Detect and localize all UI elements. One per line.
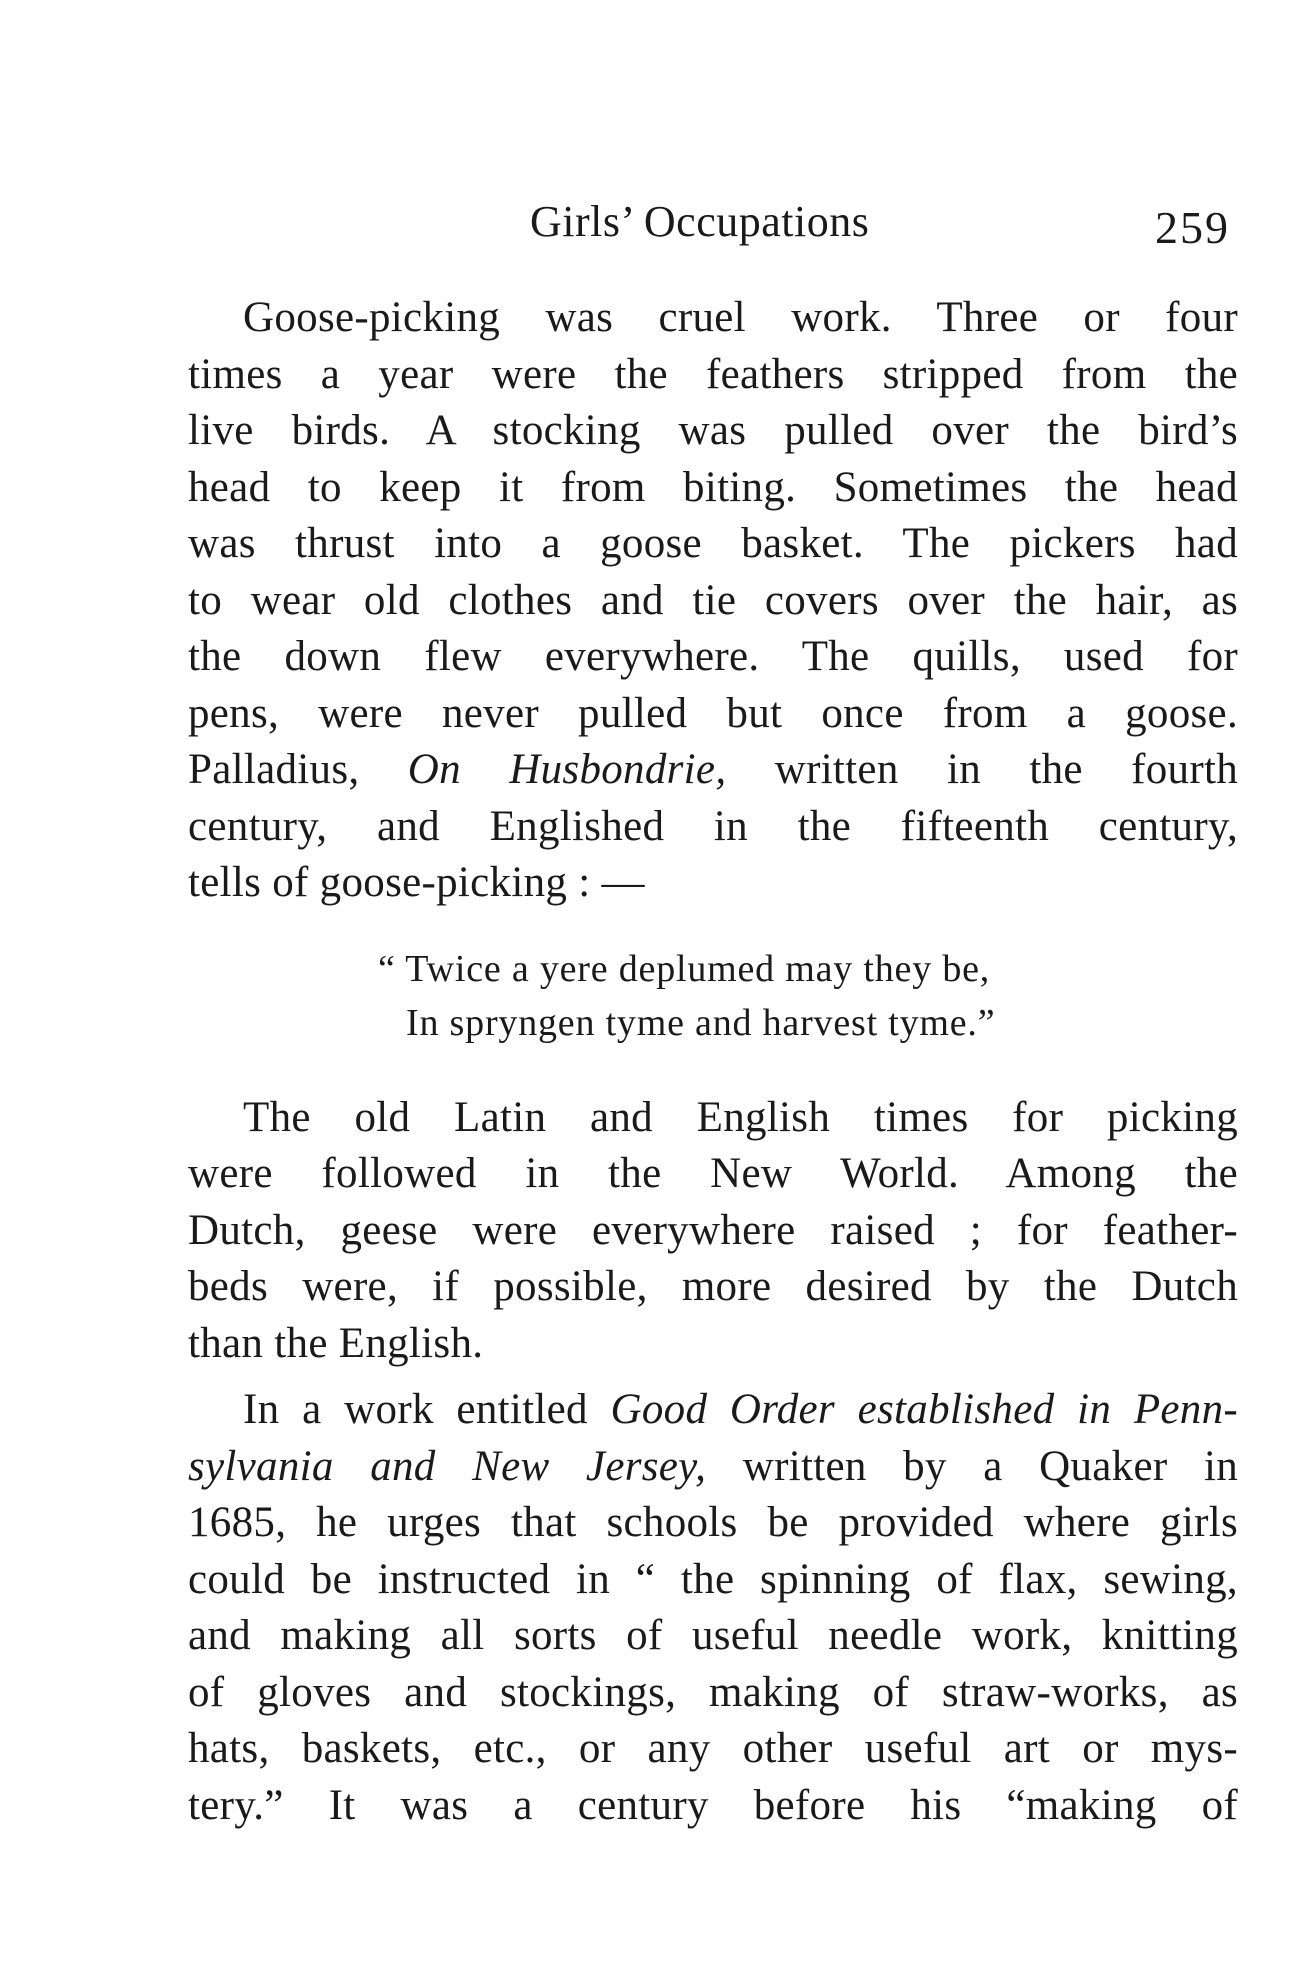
text-line: and making all sorts of useful needle work, knitting bbox=[188, 1612, 1238, 1659]
text-line: beds were, if possible, more desired by the Dutch bbox=[188, 1263, 1238, 1310]
text-line: times a year were the feathers stripped from the bbox=[188, 350, 1238, 398]
page-number: 259 bbox=[1155, 202, 1230, 253]
text-line: tery.” It was a century before his “making of bbox=[188, 1781, 1238, 1829]
paragraph-latin-english-times bbox=[188, 1090, 1238, 1373]
text-line: Goose-picking was cruel work. Three or four bbox=[243, 294, 1238, 341]
verse-quotation bbox=[188, 942, 1238, 1050]
verse-line: In spryngen tyme and harvest tyme.” bbox=[406, 1001, 996, 1044]
body-text bbox=[188, 290, 1238, 1834]
text-fragment: written by a Quaker in bbox=[706, 1442, 1238, 1490]
running-head bbox=[190, 194, 1230, 254]
text-line: pens, were never pulled but once from a goose. bbox=[188, 689, 1238, 737]
text-line: could be instructed in “ the spinning of flax, sewing, bbox=[188, 1555, 1238, 1603]
text-line bbox=[188, 1439, 1238, 1496]
text-line: the down flew everywhere. The quills, used for bbox=[188, 633, 1238, 680]
running-title: Girls’ Occupations bbox=[530, 197, 870, 246]
text-line: The old Latin and English times for picking bbox=[243, 1093, 1238, 1141]
verse-line: “ Twice a yere deplumed may they be, bbox=[378, 947, 991, 990]
text-line: tells of goose-picking : — bbox=[188, 859, 645, 906]
paragraph-goose-picking bbox=[188, 290, 1238, 912]
book-title-italic: Good Order established in Penn- bbox=[610, 1386, 1238, 1433]
text-line: to wear old clothes and tie covers over the hair, as bbox=[188, 576, 1238, 624]
text-line: century, and Englished in the fifteenth century, bbox=[188, 802, 1238, 850]
text-line bbox=[188, 742, 1238, 799]
text-line: than the English. bbox=[188, 1319, 484, 1367]
text-line: live birds. A stocking was pulled over the bird’s bbox=[188, 407, 1238, 454]
text-line: was thrust into a goose basket. The pickers had bbox=[188, 520, 1238, 567]
text-fragment: Palladius, bbox=[188, 746, 408, 793]
text-line: of gloves and stockings, making of straw-works, as bbox=[188, 1668, 1238, 1716]
paragraph-good-order bbox=[188, 1382, 1238, 1834]
book-title-italic: sylvania and New Jersey, bbox=[188, 1442, 707, 1490]
text-fragment: In a work entitled bbox=[243, 1386, 611, 1433]
text-line: were followed in the New World. Among the bbox=[188, 1150, 1238, 1197]
text-line: Dutch, geese were everywhere raised ; for feather- bbox=[188, 1206, 1238, 1254]
text-line: hats, baskets, etc., or any other useful art or mys- bbox=[188, 1725, 1238, 1772]
book-title-italic: On Husbondrie, bbox=[407, 746, 727, 793]
text-fragment: written in the fourth bbox=[726, 746, 1239, 793]
text-line: head to keep it from biting. Sometimes the head bbox=[188, 463, 1238, 511]
text-line bbox=[188, 1382, 1238, 1439]
text-line: 1685, he urges that schools be provided where girls bbox=[188, 1499, 1238, 1546]
